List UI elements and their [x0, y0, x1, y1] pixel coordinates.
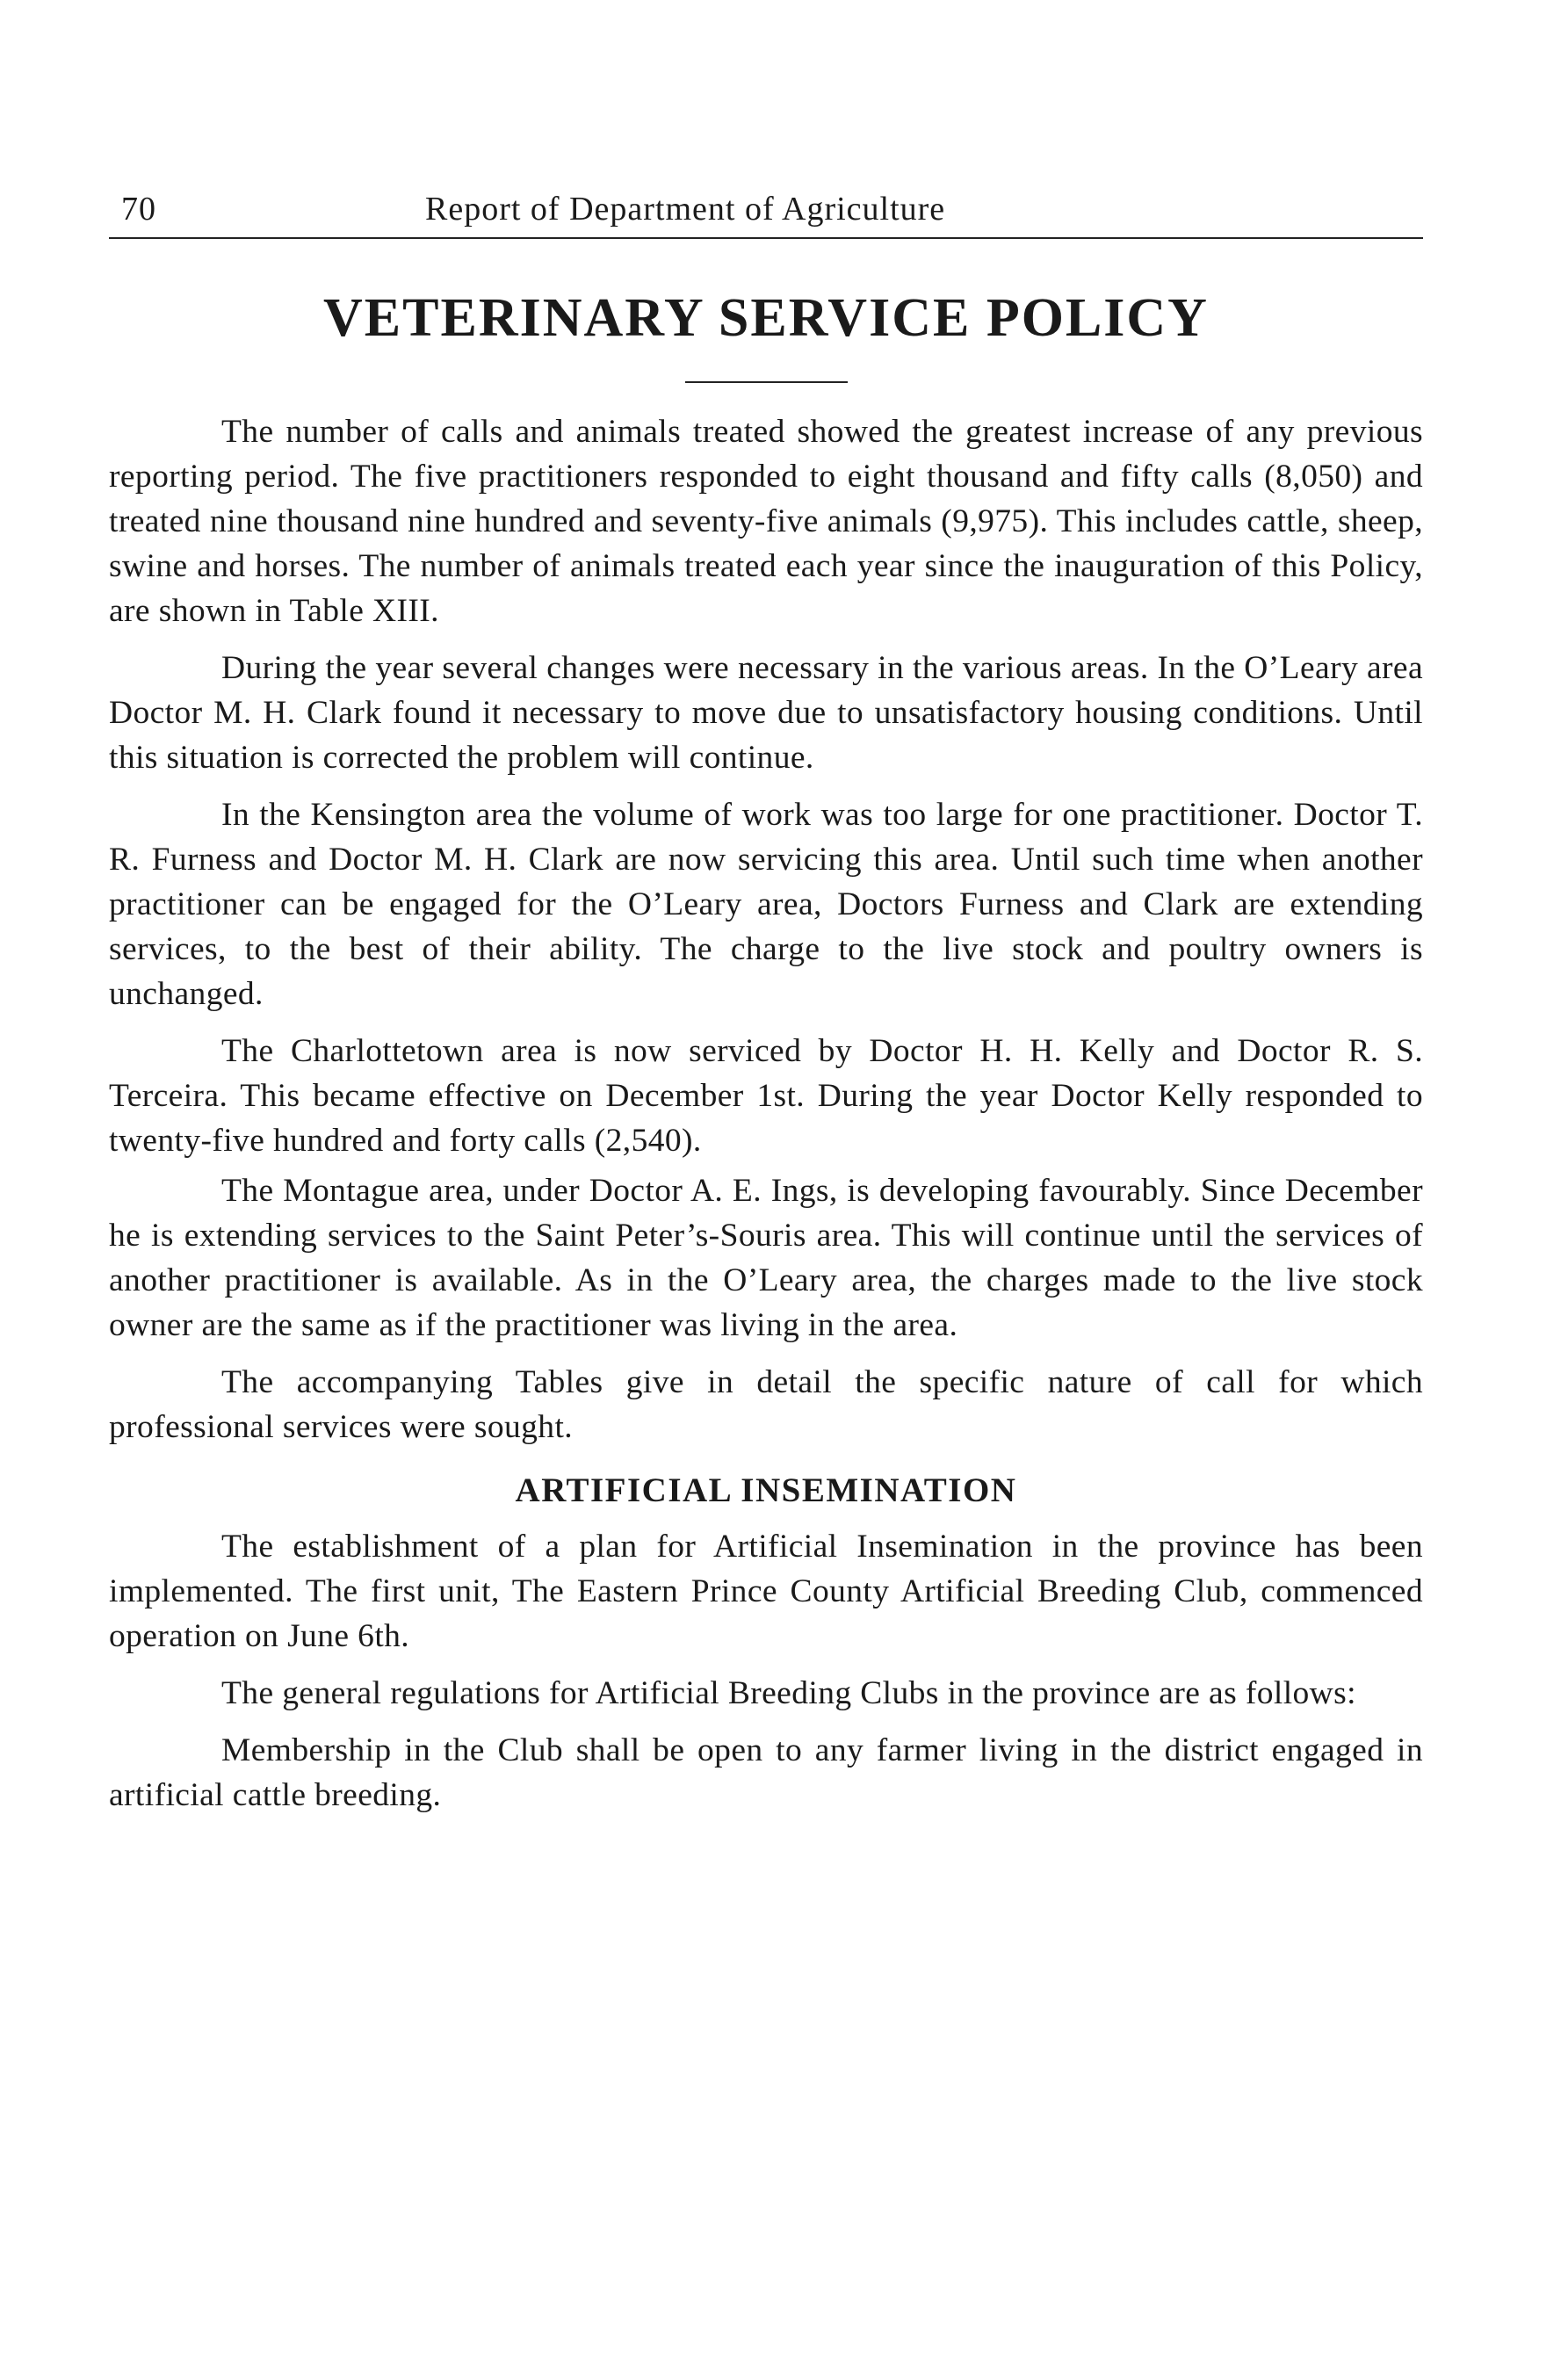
- paragraph: In the Kensington area the volume of work was too large for one practitioner. Doctor T. R. Furness and Doctor M. H. Clark are now servicing this area. Until such time when another practitioner can be engaged for the O’Leary area, Doctors Furness and Clark are extending services, to the best of their ability. The charge to the live stock and poultry owners is unchanged.: [109, 797, 1423, 1013]
- paragraph: The Montague area, under Doctor A. E. Ings, is developing favourably. Since December he is extending services to the Saint Peter’s-Souris area. This will continue until the services of another practitioner is available. As in the O’Leary area, the charges made to the live stock owner are the same as if the practitioner was living in the area.: [109, 1173, 1423, 1344]
- paragraph: The establishment of a plan for Artificial Insemination in the province has been implemented. The first unit, The Eastern Prince County Artificial Breeding Club, commenced operation on June 6th.: [109, 1528, 1423, 1654]
- page-number: 70: [121, 191, 156, 228]
- document-page: [109, 184, 1423, 1830]
- paragraph: During the year several changes were necessary in the various areas. In the O’Leary area Doctor M. H. Clark found it necessary to move due to unsatisfactory housing conditions. Until this situation is corrected the problem will continue.: [109, 650, 1423, 777]
- running-title: Report of Department of Agriculture: [425, 191, 946, 228]
- paragraph: The Charlottetown area is now serviced by Doctor H. H. Kelly and Doctor R. S. Terceira. This became effective on December 1st. During the year Doctor Kelly responded to twenty-five hundred and forty calls (2,540).: [109, 1033, 1423, 1160]
- running-header: [109, 184, 1423, 239]
- paragraph: The accompanying Tables give in detail the specific nature of call for which professional services were sought.: [109, 1364, 1423, 1446]
- paragraph: The number of calls and animals treated showed the greatest increase of any previous reporting period. The five practitioners responded to eight thousand and fifty calls (8,050) and treated nine thousand nine hundred and seventy-five animals (9,975). This includes cattle, sheep, swine and horses. The number of animals treated each year since the inauguration of this Policy, are shown in Table XIII.: [109, 414, 1423, 630]
- subsection-title: ARTIFICIAL INSEMINATION: [515, 1471, 1017, 1510]
- paragraph: Membership in the Club shall be open to any farmer living in the district engaged in artificial cattle breeding.: [109, 1731, 1423, 1813]
- section-title: VETERINARY SERVICE POLICY: [323, 288, 1209, 348]
- title-divider: [685, 381, 848, 383]
- paragraph: The general regulations for Artificial Breeding Clubs in the province are as follows:: [221, 1674, 1356, 1711]
